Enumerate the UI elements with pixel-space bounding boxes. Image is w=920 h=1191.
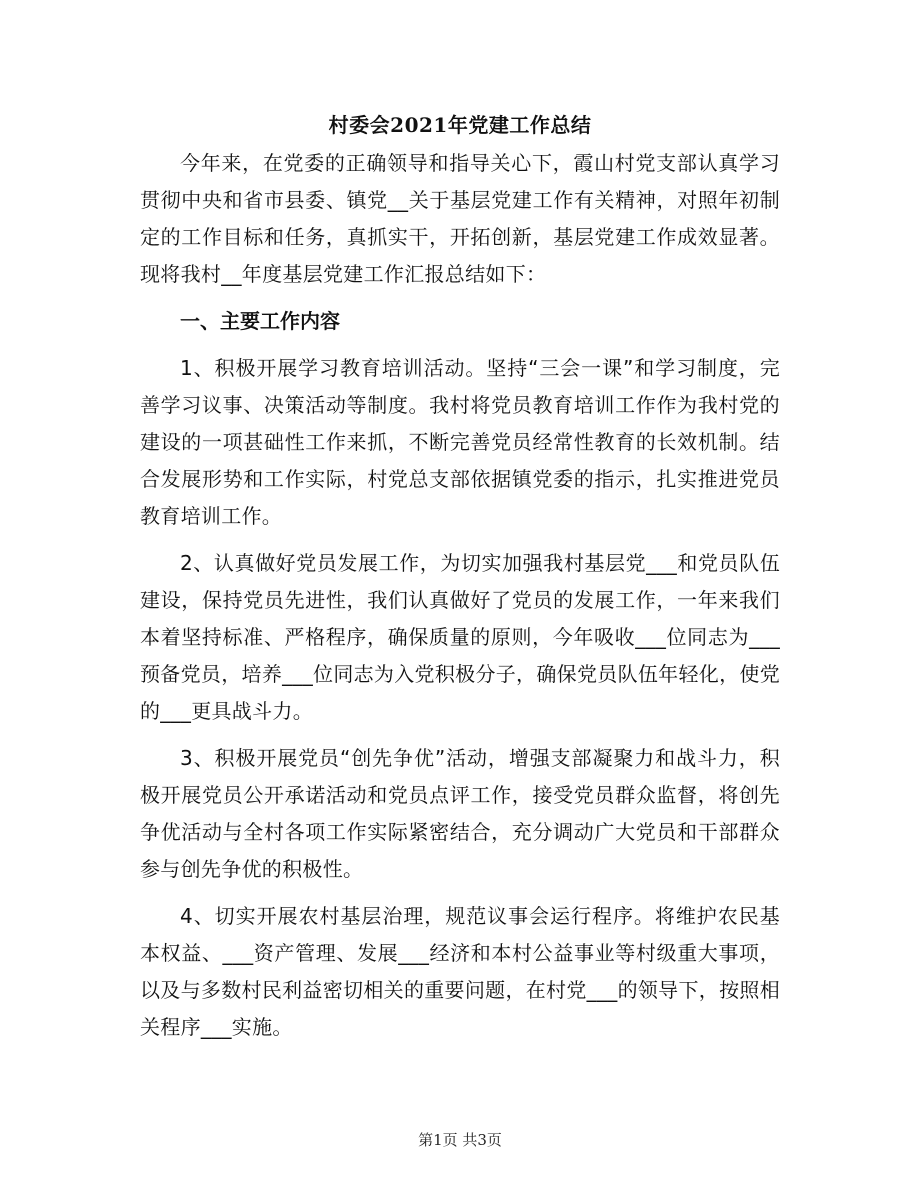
item-paragraph-3: 3、积极开展党员“创先争优”活动，增强支部凝聚力和战斗力，积极开展党员公开承诺活动和党员点评工作，接受党员群众监督，将创先争优活动与全村各项工作实际紧密结合，充分调动广大党员和干部群众参与创先争优的积极性。 <box>140 746 780 881</box>
page-footer: 第1页 共3页 <box>418 1131 502 1149</box>
item-paragraph-4: 4、切实开展农村基层治理，规范议事会运行程序。将维护农民基本权益、___资产管理、发展___经济和本村公益事业等村级重大事项，以及与多数村民利益密切相关的重要问题，在村党___的领导下，按照相关程序___实施。 <box>140 904 780 1039</box>
section-heading: 一、主要工作内容 <box>180 309 340 333</box>
item-paragraph-1: 1、积极开展学习教育培训活动。坚持“三会一课”和学习制度，完善学习议事、决策活动等制度。我村将党员教育培训工作作为我村党的建设的一项甚础性工作来抓，不断完善党员经常性教育的长效机制。结合发展形势和工作实际，村党总支部依据镇党委的指示，扎实推进党员教育培训工作。 <box>140 356 780 528</box>
item-paragraph-2: 2、认真做好党员发展工作，为切实加强我村基层党___和党员队伍建设，保持党员先进性，我们认真做好了党员的发展工作，一年来我们本着坚持标准、严格程序，确保质量的原则，今年吸收___位同志为___预备党员，培养___位同志为入党积极分子，确保党员队伍年轻化，使党的___更具战斗力。 <box>140 551 780 723</box>
document-title: 村委会2021年党建工作总结 <box>328 113 592 137</box>
intro-paragraph: 今年来，在党委的正确领导和指导关心下，霞山村党支部认真学习贯彻中央和省市县委、镇党__关于基层党建工作有关精神，对照年初制定的工作目标和任务，真抓实干，开拓创新，基层党建工作成效显著。现将我村__年度基层党建工作汇报总结如下： <box>140 151 780 286</box>
document-body <box>140 145 780 1056</box>
